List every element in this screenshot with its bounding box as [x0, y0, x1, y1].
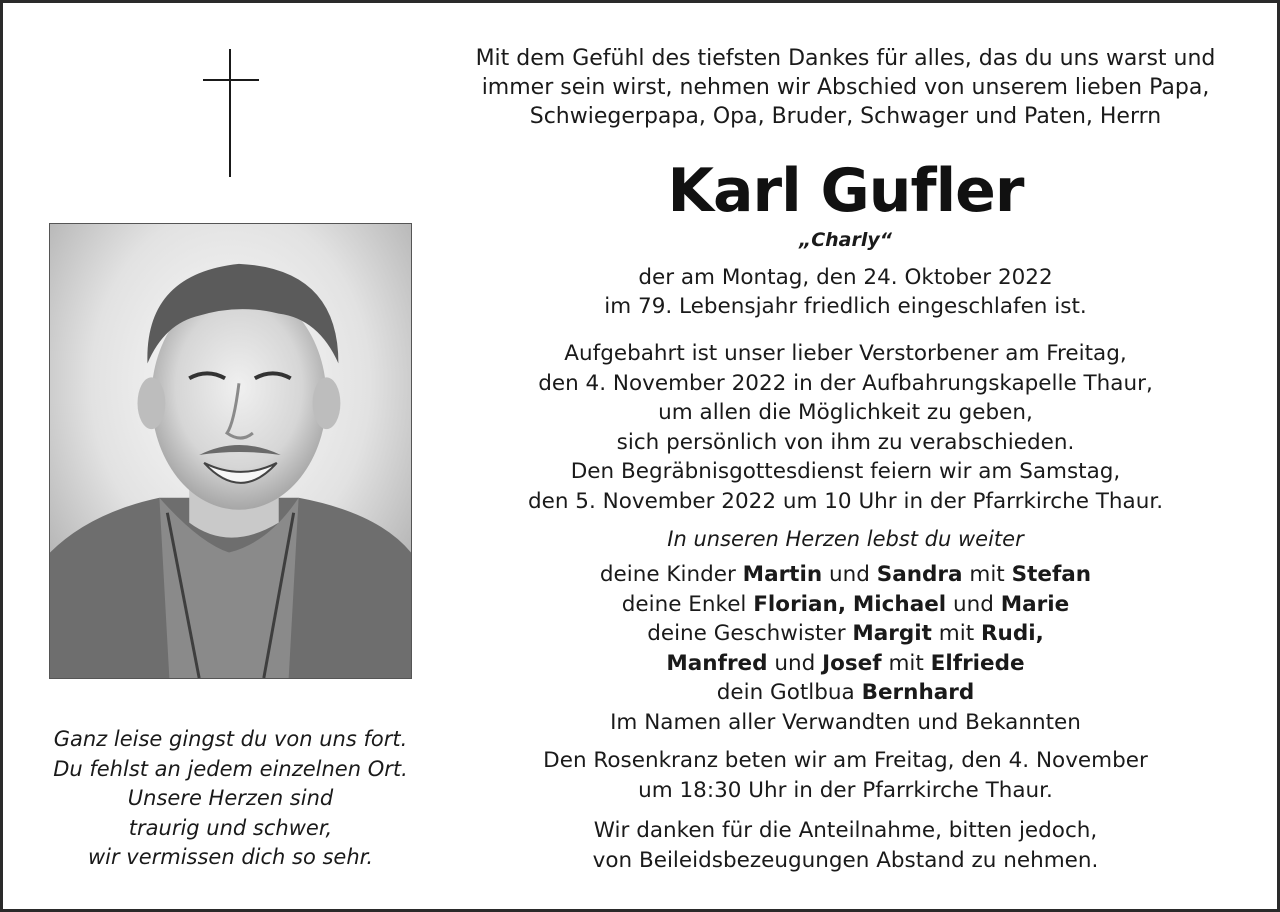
conjunction: und: [828, 562, 870, 587]
wake-line: Aufgebahrt ist unser lieber Verstorbener am Freitag,: [564, 341, 1127, 366]
death-line: der am Montag, den 24. Oktober 2022: [638, 265, 1053, 290]
conjunction: mit: [938, 621, 975, 646]
partner-name: Rudi,: [980, 621, 1044, 646]
thanks-line: Wir danken für die Anteilnahme, bitten jedoch,: [593, 818, 1098, 843]
intro-line: immer sein wirst, nehmen wir Abschied von unserem lieben Papa,: [481, 75, 1210, 100]
intro-line: Schwiegerpapa, Opa, Bruder, Schwager und Paten, Herrn: [529, 104, 1162, 129]
conjunction: mit: [888, 650, 924, 676]
funeral-line: den 5. November 2022 um 10 Uhr in der Pfarrkirche Thaur.: [527, 488, 1164, 514]
wake-line: um allen die Möglichkeit zu geben,: [658, 400, 1033, 425]
thanks-line: von Beileidsbezeugungen Abstand zu nehmen.: [592, 847, 1099, 873]
grandchildren-prefix: deine Enkel: [621, 591, 747, 617]
rosary-line: um 18:30 Uhr in der Pfarrkirche Thaur.: [638, 777, 1053, 803]
sibling-name: Margit: [852, 621, 932, 646]
heart-line: In unseren Herzen lebst du weiter: [667, 527, 1024, 551]
grandchild-name: Marie: [1000, 591, 1070, 617]
conjunction: mit: [969, 562, 1005, 587]
closing-line: Im Namen aller Verwandten und Bekannten: [610, 709, 1081, 735]
rosary-info: [473, 746, 1218, 805]
deceased-name: Karl Gufler: [667, 156, 1024, 226]
partner-name: Elfriede: [930, 650, 1025, 676]
rosary-line: Den Rosenkranz beten wir am Freitag, den 4. November: [543, 748, 1148, 773]
godson-line: [473, 678, 1218, 708]
poem: [23, 725, 438, 873]
godson-name: Bernhard: [861, 680, 975, 705]
portrait-illustration: [50, 224, 411, 678]
grandchildren-line: [473, 590, 1218, 620]
poem-line: Du fehlst an jedem einzelnen Ort.: [53, 756, 408, 781]
children-line: [473, 560, 1218, 590]
cross-icon: [203, 49, 259, 177]
poem-line: Ganz leise gingst du von uns fort.: [53, 727, 408, 751]
sibling-name: Manfred: [666, 650, 768, 676]
conjunction: und: [953, 591, 994, 617]
portrait-photo: [49, 223, 412, 679]
grandchild-name: Florian,: [753, 591, 847, 617]
intro-text: [473, 44, 1218, 131]
godson-prefix: dein Gotlbua: [716, 680, 855, 705]
sibling-name: Josef: [822, 650, 882, 676]
wake-line: den 4. November 2022 in der Aufbahrungskapelle Thaur,: [538, 370, 1153, 396]
thanks-note: [473, 816, 1218, 875]
death-line: im 79. Lebensjahr friedlich eingeschlafen ist.: [604, 294, 1087, 319]
poem-line: traurig und schwer,: [128, 815, 333, 840]
wake-and-funeral-info: [473, 339, 1218, 516]
mourners-list: [473, 560, 1218, 737]
partner-name: Stefan: [1011, 562, 1092, 587]
poem-line: Unsere Herzen sind: [127, 786, 334, 810]
child-name: Sandra: [876, 562, 963, 587]
death-notice: [473, 263, 1218, 321]
deceased-nickname: „Charly“: [798, 229, 893, 251]
funeral-line: Den Begräbnisgottesdienst feiern wir am Samstag,: [570, 459, 1121, 484]
grandchild-name: Michael: [852, 591, 947, 617]
poem-line: wir vermissen dich so sehr.: [87, 845, 374, 869]
intro-line: Mit dem Gefühl des tiefsten Dankes für alles, das du uns warst und: [475, 46, 1216, 71]
siblings-line: [473, 649, 1218, 679]
wake-line: sich persönlich von ihm zu verabschieden.: [616, 429, 1075, 455]
siblings-line: [473, 619, 1218, 649]
child-name: Martin: [742, 562, 823, 587]
conjunction: und: [774, 650, 816, 676]
children-prefix: deine Kinder: [599, 562, 736, 587]
siblings-prefix: deine Geschwister: [647, 621, 846, 646]
